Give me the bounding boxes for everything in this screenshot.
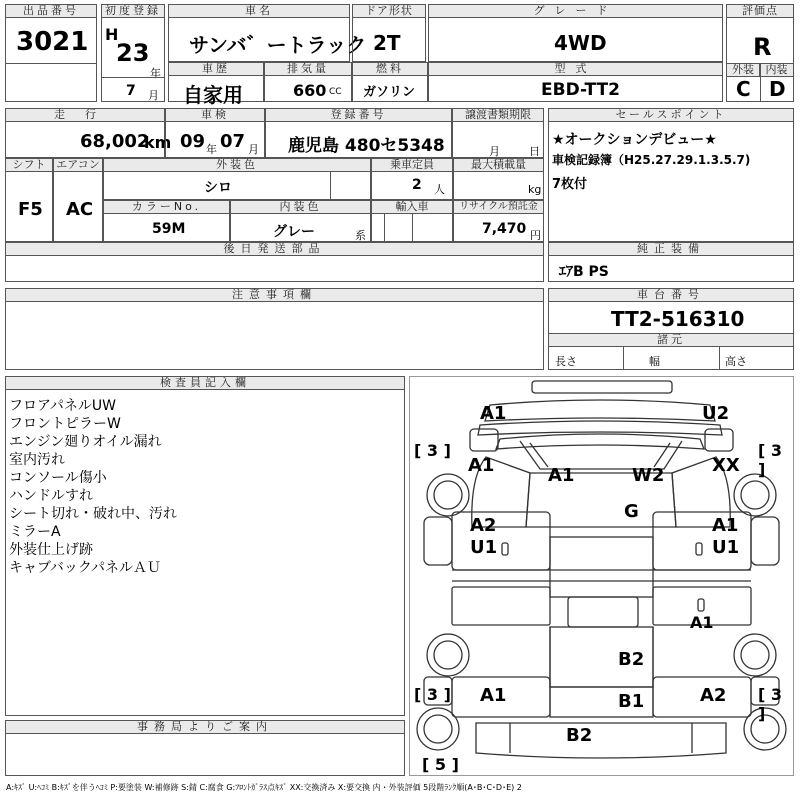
interior-grade: D bbox=[769, 77, 786, 101]
mileage: 68,002 bbox=[80, 131, 150, 152]
lot-number-box bbox=[5, 4, 97, 102]
registration-month: 7 bbox=[126, 83, 136, 99]
shift-box bbox=[5, 158, 53, 242]
fuel: ガソリン bbox=[363, 85, 416, 100]
mark-g: G bbox=[624, 501, 639, 522]
inspection-month-unit: 月 bbox=[248, 143, 259, 156]
spec-label: 諸元 bbox=[549, 333, 793, 347]
interior-label: 内装 bbox=[760, 64, 793, 77]
transfer-label: 譲渡書類期限 bbox=[453, 109, 543, 122]
exterior-grade: C bbox=[736, 77, 751, 101]
score-box bbox=[726, 4, 794, 102]
length-label: 長さ bbox=[555, 355, 577, 368]
load-box bbox=[453, 158, 544, 200]
chassis-number: TT2-516310 bbox=[611, 307, 745, 331]
history-label: 車歴 bbox=[169, 63, 263, 76]
mileage-box bbox=[5, 108, 172, 158]
mark-a1-center: A1 bbox=[548, 465, 575, 486]
notes-box bbox=[5, 288, 544, 370]
model-label: 型式 bbox=[429, 63, 722, 76]
load-unit: kg bbox=[528, 183, 542, 196]
aircon-label: エアコン bbox=[54, 159, 102, 172]
delivery-box bbox=[5, 242, 544, 282]
recycle-deposit: 7,470 bbox=[482, 221, 527, 237]
grade: 4WD bbox=[554, 31, 607, 55]
inspector-line-1: フロアパネルUW bbox=[9, 398, 116, 414]
aircon-box bbox=[53, 158, 103, 242]
mark-a1-bottom-left: A1 bbox=[480, 685, 507, 706]
mark-u2-top-right: U2 bbox=[702, 403, 730, 424]
inspector-line-3: エンジン廻りオイル漏れ bbox=[9, 434, 162, 450]
model: EBD-TT2 bbox=[541, 80, 620, 100]
mark-a1-middle: A1 bbox=[690, 613, 714, 632]
car-name-box bbox=[168, 4, 367, 62]
inspection-box bbox=[165, 108, 265, 158]
mark-a2-left: A2 bbox=[470, 515, 497, 536]
color-box bbox=[103, 158, 371, 200]
capacity-label: 乗車定員 bbox=[372, 159, 452, 172]
notes-label: 注意事項欄 bbox=[6, 289, 543, 302]
interior-color-label: 内装色 bbox=[231, 201, 370, 214]
transfer-day: 日 bbox=[529, 145, 540, 158]
inspection-year-unit: 年 bbox=[206, 143, 217, 156]
damage-diagram bbox=[409, 376, 794, 776]
displacement: 660 bbox=[293, 81, 327, 100]
color-no-box bbox=[103, 200, 230, 242]
office-box bbox=[5, 720, 405, 776]
interior-color-unit: 系 bbox=[355, 229, 366, 242]
color-label: 外装色 bbox=[104, 159, 370, 172]
damage-legend: A:ｷｽﾞ U:ﾍｺﾐ B:ｷｽﾞを伴うﾍｺﾐ P:要塗装 W:補修跡 S:錆 C:腐食 G:ﾌﾛﾝﾄｶﾞﾗｽ点ｷｽﾞ XX:交換済み X:要交換 内・外装評価 5段階ﾗﾝｸ順(A･B･C･D･E) 2 bbox=[6, 783, 522, 792]
capacity-box bbox=[371, 158, 453, 200]
exterior-label: 外装 bbox=[727, 64, 760, 77]
fuel-box bbox=[352, 62, 428, 102]
transfer-month: 月 bbox=[489, 145, 500, 158]
door-type: 2T bbox=[373, 31, 401, 55]
mark-a1-right: A1 bbox=[712, 515, 739, 536]
plate-label: 登録番号 bbox=[266, 109, 451, 122]
shift-label: シフト bbox=[6, 159, 52, 172]
bracket-bottom: [ 5 ] bbox=[422, 755, 459, 774]
color-no-label: カラーNo. bbox=[104, 201, 229, 214]
transfer-box bbox=[452, 108, 544, 158]
shift: F5 bbox=[18, 199, 43, 220]
plate-number: 鹿児島 480セ5348 bbox=[288, 136, 445, 156]
delivery-label: 後日発送部品 bbox=[6, 243, 543, 256]
bracket-top-left: [ 3 ] bbox=[414, 441, 451, 460]
displacement-unit: CC bbox=[329, 87, 342, 97]
lot-number-label: 出品番号 bbox=[6, 5, 96, 18]
fuel-label: 燃料 bbox=[353, 63, 427, 76]
first-registration-label: 初度登録 bbox=[102, 5, 164, 18]
month-unit: 月 bbox=[148, 89, 159, 102]
inspector-line-6: ハンドルすれ bbox=[9, 488, 93, 504]
era: H bbox=[105, 25, 119, 44]
mileage-unit: km bbox=[144, 133, 172, 152]
interior-color-box bbox=[230, 200, 371, 242]
inspection-year: 09 bbox=[180, 131, 206, 152]
displacement-box bbox=[264, 62, 352, 102]
car-name: サンバ゛ートラック bbox=[189, 33, 367, 57]
load-label: 最大積載量 bbox=[454, 159, 543, 172]
mark-u1-right: U1 bbox=[712, 537, 740, 558]
inspector-label: 検査員記入欄 bbox=[6, 377, 404, 390]
color-no: 59M bbox=[152, 221, 186, 237]
grade-label: グレード bbox=[429, 5, 722, 18]
score-label: 評価点 bbox=[727, 5, 793, 18]
registration-year: 23 bbox=[116, 39, 150, 67]
mark-w2: W2 bbox=[632, 465, 665, 486]
interior-color: グレー bbox=[273, 224, 315, 240]
inspector-line-7: シート切れ・破れ中、汚れ bbox=[9, 506, 177, 522]
import-box bbox=[371, 200, 453, 242]
genuine-equipment: ｴｱB PS bbox=[559, 264, 609, 280]
door-box bbox=[352, 4, 426, 62]
color: シロ bbox=[204, 180, 232, 196]
import-label: 輸入車 bbox=[372, 201, 452, 214]
inspector-line-8: ミラーA bbox=[9, 524, 61, 540]
truck-outline bbox=[410, 377, 793, 775]
capacity: 2 bbox=[412, 177, 422, 193]
inspection-label: 車検 bbox=[166, 109, 264, 122]
width-label: 幅 bbox=[649, 355, 660, 368]
history: 自家用 bbox=[183, 83, 243, 107]
mark-xx: XX bbox=[712, 455, 740, 476]
genuine-label: 純正装備 bbox=[549, 243, 793, 256]
plate-box bbox=[265, 108, 452, 158]
model-box bbox=[428, 62, 723, 102]
inspector-box bbox=[5, 376, 405, 716]
sales-point-box bbox=[548, 108, 794, 242]
lot-number: 3021 bbox=[16, 27, 89, 57]
sales-line-1: ★オークションデビュー★ bbox=[552, 132, 717, 148]
inspector-line-4: 室内汚れ bbox=[9, 452, 65, 468]
inspector-line-10: キャブバックパネルＡＵ bbox=[9, 560, 162, 576]
mark-a2-bottom-right: A2 bbox=[700, 685, 727, 706]
chassis-box bbox=[548, 288, 794, 370]
office-label: 事務局よりご案内 bbox=[6, 721, 404, 734]
sales-line-3: 7枚付 bbox=[552, 177, 588, 192]
inspection-month: 07 bbox=[220, 131, 246, 152]
mark-a1-top-left: A1 bbox=[480, 403, 507, 424]
bracket-bottom-right: [ 3 ] bbox=[758, 685, 783, 723]
mark-b2-bottom: B2 bbox=[566, 725, 593, 746]
year-unit: 年 bbox=[150, 67, 161, 80]
aircon: AC bbox=[66, 199, 94, 220]
genuine-box bbox=[548, 242, 794, 282]
mark-b1: B1 bbox=[618, 691, 645, 712]
history-box bbox=[168, 62, 264, 107]
inspector-line-9: 外装仕上げ跡 bbox=[9, 542, 93, 558]
recycle-label: リサイクル預託金 bbox=[454, 201, 543, 214]
inspector-line-2: フロントピラーW bbox=[9, 416, 121, 432]
height-label: 高さ bbox=[725, 355, 747, 368]
grade-box bbox=[428, 4, 723, 62]
mark-b2-middle: B2 bbox=[618, 649, 645, 670]
chassis-label: 車台番号 bbox=[549, 289, 793, 302]
score: R bbox=[753, 33, 772, 61]
first-registration-box bbox=[101, 4, 165, 102]
recycle-box bbox=[453, 200, 544, 242]
bracket-top-right: [ 3 ] bbox=[758, 441, 783, 479]
sales-point-label: セールスポイント bbox=[549, 109, 793, 122]
inspector-line-5: コンソール傷小 bbox=[9, 470, 107, 486]
mark-u1-left: U1 bbox=[470, 537, 498, 558]
mileage-label: 走行 bbox=[6, 109, 164, 122]
door-label: ドア形状 bbox=[353, 5, 425, 18]
car-name-label: 車名 bbox=[169, 5, 349, 18]
recycle-unit: 円 bbox=[530, 229, 541, 242]
sales-line-2: 車検記録簿（H25.27.29.1.3.5.7) bbox=[552, 153, 751, 167]
mark-a1-left-front: A1 bbox=[468, 455, 495, 476]
displacement-label: 排気量 bbox=[265, 63, 351, 76]
bracket-bottom-left: [ 3 ] bbox=[414, 685, 451, 704]
capacity-unit: 人 bbox=[434, 183, 445, 196]
